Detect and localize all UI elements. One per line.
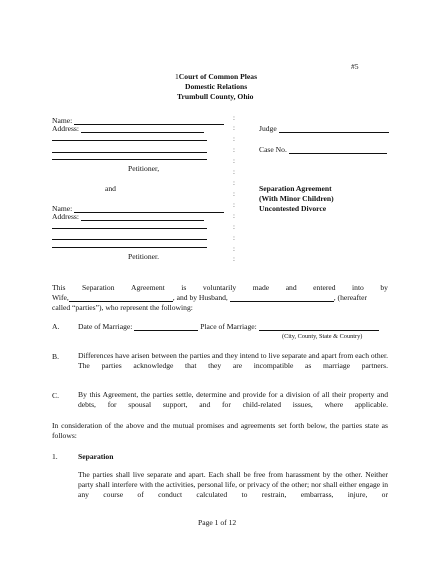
address-line-2c[interactable] <box>52 239 207 240</box>
court-county: Trumbull County, Ohio <box>177 92 254 101</box>
intro-line-3: called “parties”), who represent the following: <box>52 303 193 312</box>
document-type: Uncontested Divorce <box>259 204 327 213</box>
address-line-2d[interactable] <box>52 247 207 248</box>
case-number-field[interactable] <box>289 145 387 154</box>
address-line-1b[interactable] <box>52 140 207 141</box>
judge-field[interactable] <box>279 124 389 133</box>
section-1-number: 1. <box>52 452 58 461</box>
document-title: Separation Agreement <box>259 184 332 193</box>
court-name: 1Court of Common Pleas <box>175 72 258 81</box>
address-line-1d[interactable] <box>52 159 207 160</box>
address-line-1c[interactable] <box>52 152 207 153</box>
and-label: and <box>105 184 116 193</box>
court-division: Domestic Relations <box>185 82 248 91</box>
name-label-2: Name: <box>52 204 224 213</box>
item-b-letter: B. <box>52 352 59 361</box>
case-number-label: Case No. <box>259 145 387 154</box>
address-field-1[interactable] <box>81 124 204 133</box>
address-line-2b[interactable] <box>52 228 207 229</box>
item-a-letter: A. <box>52 322 60 331</box>
address-field-2[interactable] <box>81 212 204 221</box>
address-label-2: Address: <box>52 212 204 221</box>
judge-label: Judge <box>259 124 389 133</box>
form-number: #5 <box>351 62 359 71</box>
petitioner-label-2: Petitioner. <box>128 252 160 261</box>
place-hint: (City, County, State & Country) <box>282 333 363 340</box>
item-b-text: Differences have arisen between the parties and they intend to live separate and apart from each other. The parties acknowledge that they are incompatible as marriage partners. <box>78 351 389 371</box>
item-c-letter: C. <box>52 391 59 400</box>
consideration-text: In consideration of the above and the mutual promises and agreements set forth below, the parties state as follows: <box>52 421 388 441</box>
page-number: Page 1 of 12 <box>198 518 237 527</box>
name-label-1: Name: <box>52 116 224 125</box>
address-label-1: Address: <box>52 124 204 133</box>
marriage-details: Date of Marriage: Place of Marriage: <box>78 322 379 331</box>
item-c-text: By this Agreement, the parties settle, determine and provide for a division of all their property and debts, for spousal support, and for child-related issues, where applicable. <box>78 390 388 410</box>
marriage-date-field[interactable] <box>134 322 198 331</box>
husband-name-field[interactable] <box>230 293 334 302</box>
wife-name-field[interactable] <box>69 293 173 302</box>
marriage-place-field[interactable] <box>259 322 379 331</box>
petitioner-label-1: Petitioner, <box>128 164 160 173</box>
intro-line-2: Wife, , and by Husband, , (hereafter <box>52 293 368 302</box>
intro-line-1: This Separation Agreement is voluntarily made and entered into by <box>52 283 388 292</box>
document-subtitle: (With Minor Children) <box>259 194 334 203</box>
section-1-heading: Separation <box>78 452 114 461</box>
section-1-text: The parties shall live separate and apart. Each shall be free from harassment by the other. Neither party shall interfere with the activities, personal life, or privacy of the other; nor shall either engage in any course of conduct calculated to restrain, embarrass, injure, or <box>78 470 388 500</box>
